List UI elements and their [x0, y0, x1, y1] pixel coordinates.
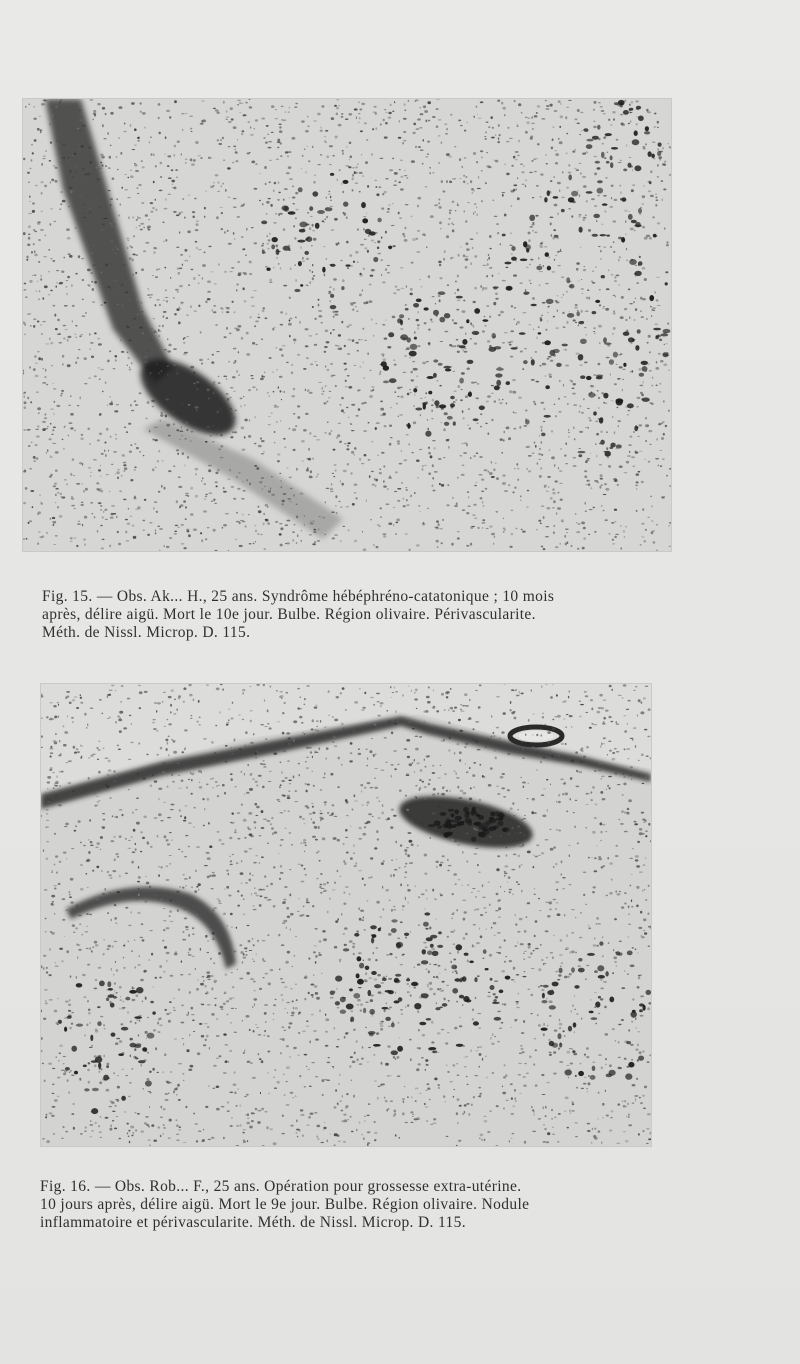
- caption-line: inflammatoire et périvascularite. Méth. de Nissl. Microp. D. 115.: [40, 1214, 466, 1231]
- caption-line: 10 jours après, délire aigü. Mort le 9e jour. Bulbe. Région olivaire. Nodule: [40, 1196, 530, 1213]
- caption-line: après, délire aigü. Mort le 10e jour. Bulbe. Région olivaire. Périvascularite.: [42, 606, 536, 623]
- caption-line: Méth. de Nissl. Microp. D. 115.: [42, 624, 251, 641]
- figure-16-photomicrograph: [40, 683, 652, 1147]
- figure-15-photomicrograph: [22, 98, 672, 552]
- caption-line: Fig. 16. — Obs. Rob... F., 25 ans. Opération pour grossesse extra-utérine.: [40, 1178, 522, 1195]
- figure-15-caption: [42, 588, 672, 642]
- figure-15-image: [23, 99, 671, 551]
- figure-16-image: [41, 684, 651, 1146]
- figure-16-caption: [40, 1178, 662, 1232]
- caption-line: Fig. 15. — Obs. Ak... H., 25 ans. Syndrôme hébéphréno-catatonique ; 10 mois: [42, 588, 555, 605]
